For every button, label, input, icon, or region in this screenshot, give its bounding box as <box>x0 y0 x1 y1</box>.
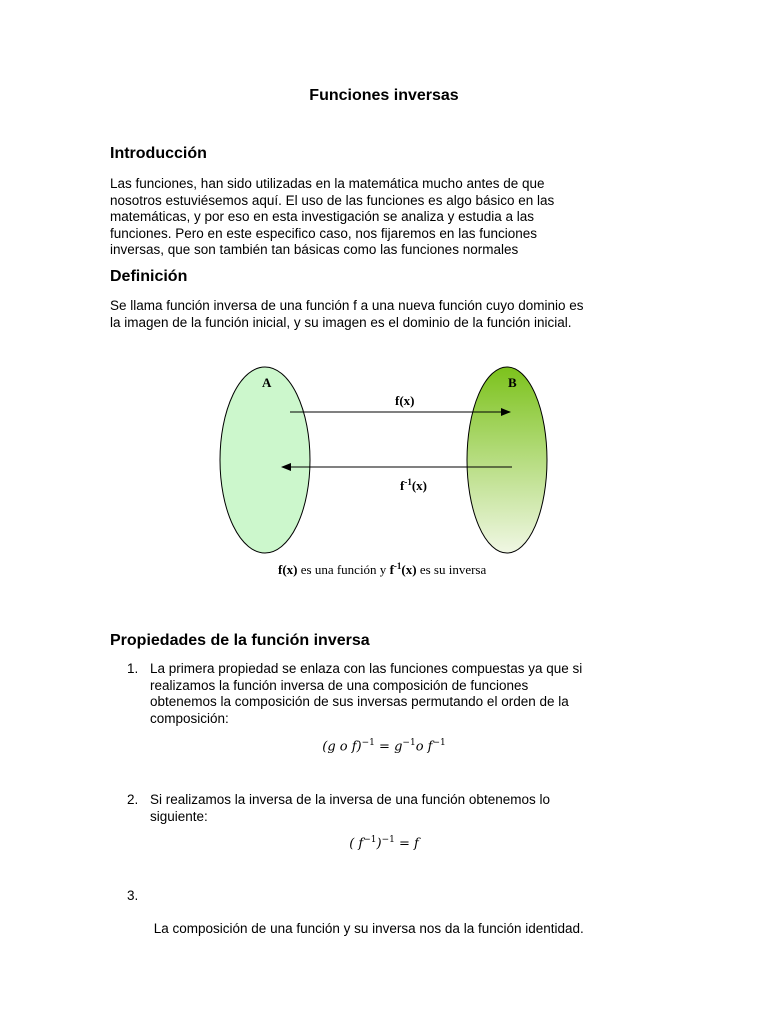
property-text <box>150 888 670 971</box>
definition-line: Se llama función inversa de una función f a una nueva función cuyo dominio es <box>110 298 584 313</box>
definition-line: la imagen de la función inicial, y su imagen es el dominio de la función inicial. <box>110 314 572 330</box>
diagram-caption: f(x) es una función y $f^{-1}(x)$ es su inversa <box>278 561 487 577</box>
inverse-function-diagram <box>200 360 580 590</box>
set-b-label: B <box>508 375 517 390</box>
property-line: realizamos la función inversa de una composición de funciones <box>150 677 529 693</box>
intro-paragraph <box>110 176 670 259</box>
forward-label: f(x) <box>395 393 415 408</box>
intro-line: inversas, que son también tan básicas como las funciones normales <box>110 242 519 257</box>
property-line: La composición de una función y su inversa nos da la función identidad. <box>150 921 584 936</box>
property-line: obtenemos la composición de sus inversas permutando el orden de la <box>150 694 569 709</box>
property-text <box>150 661 670 727</box>
inverse-label: $f^{-1}(x)$ <box>400 477 428 493</box>
property-text <box>150 792 670 825</box>
properties-heading: Propiedades de la función inversa <box>110 632 370 649</box>
property-line: composición: <box>150 710 229 726</box>
diagram-svg <box>200 360 580 590</box>
page-title: Funciones inversas <box>309 87 459 104</box>
list-number: 1. <box>127 661 139 676</box>
intro-heading: Introducción <box>110 145 207 162</box>
formula-double-inverse: ( $f^{-1})^{-1} = f$ <box>349 835 419 852</box>
intro-line: nosotros estuviésemos aquí. El uso de las funciones es algo básico en las <box>110 192 555 208</box>
intro-line: Las funciones, han sido utilizadas en la matemática mucho antes de que <box>110 176 545 191</box>
intro-line: funciones. Pero en este especifico caso, nos fijaremos en las funciones <box>110 225 537 241</box>
set-a-label: A <box>262 375 272 390</box>
intro-line: matemáticas, y por eso en esta investigación se analiza y estudia a las <box>110 209 534 224</box>
definition-paragraph <box>110 298 670 331</box>
formula-composition-inverse: (g o $f)^{-1} = g^{-1}o$ $f^{-1}$ <box>322 738 446 755</box>
list-number: 2. <box>127 792 139 807</box>
list-number: 3. <box>127 888 139 903</box>
property-line: Si realizamos la inversa de la inversa de una función obtenemos lo <box>150 792 550 807</box>
property-line: La primera propiedad se enlaza con las funciones compuestas ya que si <box>150 661 583 676</box>
property-line: siguiente: <box>150 808 208 824</box>
set-a-ellipse <box>220 367 310 553</box>
definition-heading: Definición <box>110 268 188 285</box>
set-b-ellipse <box>467 367 547 553</box>
